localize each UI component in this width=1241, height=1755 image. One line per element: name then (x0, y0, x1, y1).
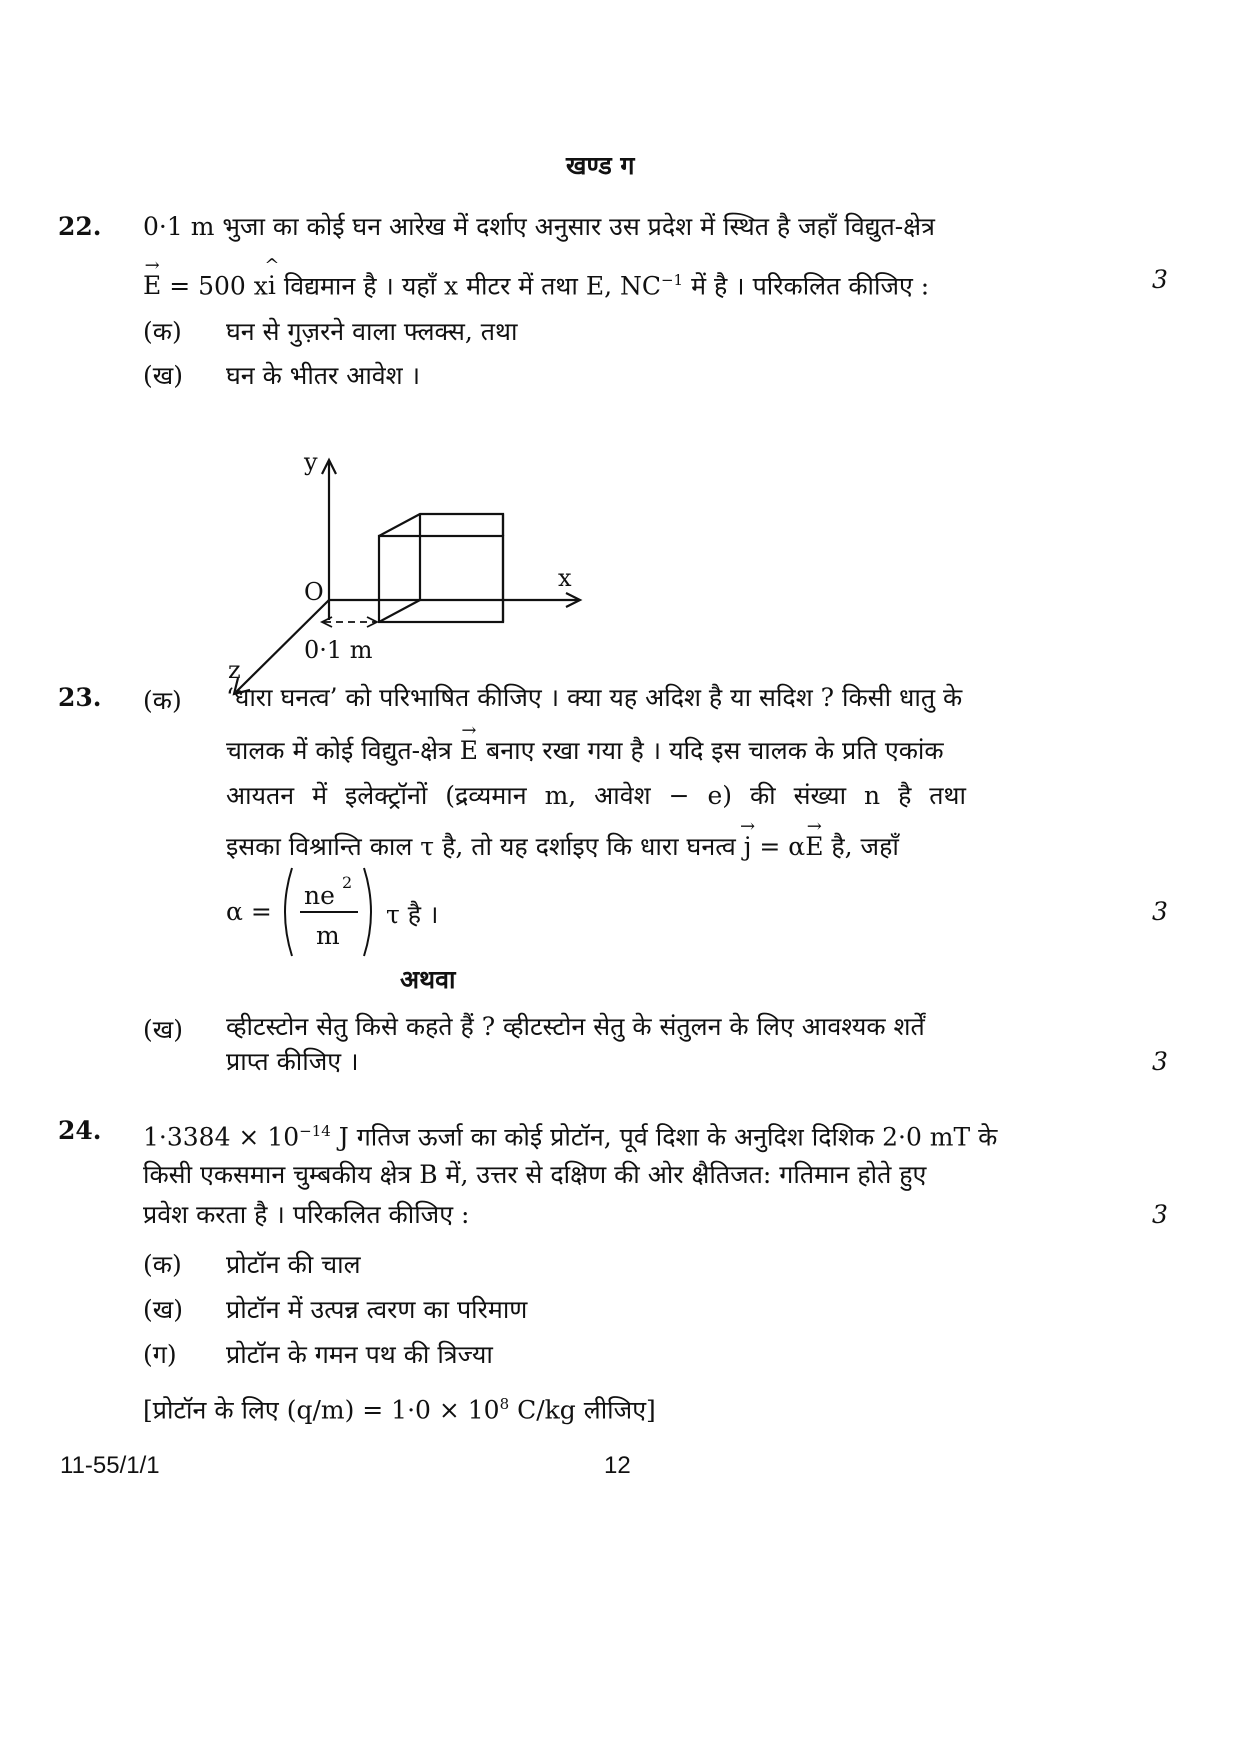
question-22-line-2: → E = 500 x ^ i विद्यमान है । यहाँ x मीटर में तथा E, $NC^{-1}$ में है । परिकलित कीजिए : (143, 265, 929, 301)
question-22-part-b-label: (ख) (143, 361, 183, 390)
question-22-number: 22. (58, 212, 102, 241)
dimension-label: 0·1 m (304, 636, 373, 664)
vector-arrow-icon: → (144, 255, 160, 277)
question-23-number: 23. (58, 683, 102, 712)
hat-icon: ^ (264, 255, 280, 277)
x-axis-label: x (558, 564, 572, 592)
question-23-a-line-2: चालक में कोई विद्युत-क्षेत्र → E बनाए रखा गया है । यदि इस चालक के प्रति एकांक (226, 736, 944, 766)
question-23-b-line-2: प्राप्त कीजिए । (226, 1047, 359, 1076)
page-number: 12 (604, 1452, 631, 1479)
question-24-line-1: $1\cdot 3384 \times 10^{-14}$ J गतिज ऊर्जा का कोई प्रोटॉन, पूर्व दिशा के अनुदिश दिशिक 2·0 mT के (143, 1122, 998, 1152)
question-23-part-b-label: (ख) (143, 1015, 183, 1044)
question-23-a-line-4: इसका विश्रान्ति काल τ है, तो यह दर्शाइए कि धारा घनत्व → j = α → E है, जहाँ (226, 832, 899, 862)
vector-E: → E (143, 271, 161, 301)
question-24-line-2: किसी एकसमान चुम्बकीय क्षेत्र B में, उत्तर से दक्षिण की ओर क्षैतिजत: गतिमान होते हुए (143, 1160, 927, 1189)
question-22-part-a-label: (क) (143, 317, 182, 346)
right-paren (364, 868, 371, 956)
cube-figure (200, 440, 600, 720)
or-separator: अथवा (400, 965, 456, 994)
fraction-exponent: 2 (342, 873, 353, 892)
question-24-note: [प्रोटॉन के लिए $(q/m) = 1\cdot 0 \times 10^8$ C/kg लीजिए] (143, 1395, 656, 1425)
question-24-part-a-text: प्रोटॉन की चाल (226, 1250, 361, 1279)
question-22-part-a-text: घन से गुज़रने वाला फ्लक्स, तथा (226, 317, 518, 346)
question-22-line-1: 0·1 m भुजा का कोई घन आरेख में दर्शाए अनुसार उस प्रदेश में स्थित है जहाँ विद्युत-क्षेत्र (143, 212, 935, 241)
question-24-part-b-text: प्रोटॉन में उत्पन्न त्वरण का परिमाण (226, 1295, 528, 1324)
vector-arrow-icon: → (461, 720, 477, 741)
y-axis-label: y (304, 448, 318, 476)
alpha-tail: τ है । (386, 900, 439, 929)
vector-j: → j (744, 832, 752, 862)
question-22-marks: 3 (1152, 265, 1168, 294)
vector-arrow-icon: → (740, 816, 756, 837)
unit-vector-i: ^ i (268, 271, 276, 301)
z-axis-label: z (228, 656, 241, 684)
vector-arrow-icon: → (806, 816, 822, 837)
question-23-b-line-1: व्हीटस्टोन सेतु किसे कहते हैं ? व्हीटस्टोन सेतु के संतुलन के लिए आवश्यक शर्तें (226, 1012, 925, 1041)
question-24-part-c-label: (ग) (143, 1340, 177, 1369)
question-24-part-a-label: (क) (143, 1250, 182, 1279)
question-24-part-b-label: (ख) (143, 1295, 183, 1324)
section-heading: खण्ड ग (566, 151, 635, 180)
cube-hidden-edge-2 (379, 600, 420, 622)
vector-E: → E (805, 832, 823, 862)
origin-label: O (304, 578, 324, 606)
question-23-a-line-1: ‘धारा घनत्व’ को परिभाषित कीजिए । क्या यह अदिश है या सदिश ? किसी धातु के (226, 683, 963, 712)
question-23-b-marks: 3 (1152, 1047, 1168, 1076)
question-23-a-marks: 3 (1152, 897, 1168, 926)
vector-E: → E (460, 736, 478, 766)
paper-code: 11-55/1/1 (60, 1452, 160, 1479)
question-24-number: 24. (58, 1116, 102, 1145)
cube-front-face (379, 536, 503, 622)
question-24-line-3: प्रवेश करता है । परिकलित कीजिए : (143, 1200, 470, 1229)
left-paren (285, 868, 292, 956)
question-24-marks: 3 (1152, 1200, 1168, 1229)
question-24-part-c-text: प्रोटॉन के गमन पथ की त्रिज्या (226, 1340, 493, 1369)
question-23-a-line-3: आयतन में इलेक्ट्रॉनों (द्रव्यमान m, आवेश − e) की संख्या n है तथा (226, 781, 966, 810)
fraction-denominator: m (316, 921, 340, 950)
alpha-equals: α = (226, 897, 272, 926)
alpha-fraction (278, 862, 390, 962)
fraction-numerator: ne (304, 881, 335, 910)
question-23-part-a-label: (क) (143, 686, 182, 715)
cube-back-edges (379, 514, 503, 536)
question-22-part-b-text: घन के भीतर आवेश । (226, 361, 421, 390)
